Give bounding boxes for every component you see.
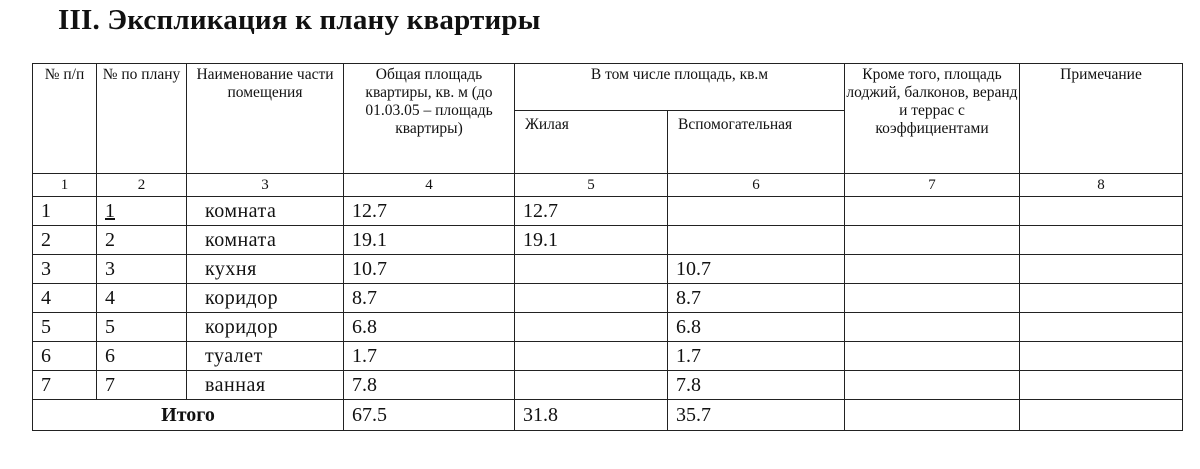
header-total-area: Общая площадь квартиры, кв. м (до 01.03.05 – площадь квартиры): [344, 64, 515, 174]
total-area: 1.7: [344, 342, 515, 371]
total-area: 19.1: [344, 226, 515, 255]
header-row-number: № п/п: [33, 64, 97, 174]
living-area: [515, 313, 668, 342]
column-number: 5: [515, 174, 668, 197]
note: [1020, 226, 1183, 255]
column-number: 4: [344, 174, 515, 197]
table-row: [33, 226, 1183, 255]
total-area: 12.7: [344, 197, 515, 226]
table-row: [33, 197, 1183, 226]
explication-table: [32, 63, 1183, 431]
column-number: 7: [845, 174, 1020, 197]
table-row: [33, 284, 1183, 313]
balcony-area: [845, 313, 1020, 342]
note: [1020, 284, 1183, 313]
auxiliary-area: 6.8: [668, 313, 845, 342]
column-number: 3: [187, 174, 344, 197]
header-note: Примечание: [1020, 64, 1183, 174]
plan-number: 5: [97, 313, 187, 342]
room-name: комната: [187, 226, 344, 255]
note: [1020, 197, 1183, 226]
plan-number: 7: [97, 371, 187, 400]
plan-number: 3: [97, 255, 187, 284]
note: [1020, 342, 1183, 371]
balcony-area-sum: [845, 400, 1020, 431]
living-area: [515, 371, 668, 400]
auxiliary-area: 8.7: [668, 284, 845, 313]
room-name: ванная: [187, 371, 344, 400]
total-area: 8.7: [344, 284, 515, 313]
document-title: III. Экспликация к плану квартиры: [58, 4, 541, 36]
living-area: [515, 284, 668, 313]
auxiliary-area: 10.7: [668, 255, 845, 284]
auxiliary-area: 1.7: [668, 342, 845, 371]
living-area: 19.1: [515, 226, 668, 255]
column-number-row: [33, 174, 1183, 197]
column-number: 6: [668, 174, 845, 197]
room-name: коридор: [187, 284, 344, 313]
room-name: кухня: [187, 255, 344, 284]
note: [1020, 313, 1183, 342]
note-total: [1020, 400, 1183, 431]
auxiliary-area: 7.8: [668, 371, 845, 400]
table-row: [33, 371, 1183, 400]
balcony-area: [845, 226, 1020, 255]
table-row: [33, 313, 1183, 342]
living-area-sum: 31.8: [515, 400, 668, 431]
column-number: 8: [1020, 174, 1183, 197]
header-plan-number: № по плану: [97, 64, 187, 174]
header-living-area: Жилая: [515, 111, 668, 174]
total-row: [33, 400, 1183, 431]
note: [1020, 371, 1183, 400]
total-area: 10.7: [344, 255, 515, 284]
table-row: [33, 255, 1183, 284]
balcony-area: [845, 342, 1020, 371]
plan-number: 2: [97, 226, 187, 255]
balcony-area: [845, 197, 1020, 226]
balcony-area: [845, 371, 1020, 400]
row-number: 2: [33, 226, 97, 255]
row-number: 6: [33, 342, 97, 371]
auxiliary-area: [668, 197, 845, 226]
plan-number: 6: [97, 342, 187, 371]
room-name: коридор: [187, 313, 344, 342]
header-balcony-area: Кроме того, площадь лоджий, балконов, веранд и террас с коэффициентами: [845, 64, 1020, 174]
column-number: 2: [97, 174, 187, 197]
header-area-breakdown: В том числе площадь, кв.м: [515, 64, 845, 111]
column-number: 1: [33, 174, 97, 197]
table-row: [33, 342, 1183, 371]
living-area: [515, 255, 668, 284]
row-number: 3: [33, 255, 97, 284]
balcony-area: [845, 255, 1020, 284]
header-room-name: Наименование части помещения: [187, 64, 344, 174]
header-auxiliary-area: Вспомогательная: [668, 111, 845, 174]
balcony-area: [845, 284, 1020, 313]
row-number: 4: [33, 284, 97, 313]
plan-number: 1: [97, 197, 187, 226]
note: [1020, 255, 1183, 284]
header-row-top: [33, 64, 1183, 111]
row-number: 5: [33, 313, 97, 342]
living-area: [515, 342, 668, 371]
plan-number: 4: [97, 284, 187, 313]
total-area: 6.8: [344, 313, 515, 342]
total-area-sum: 67.5: [344, 400, 515, 431]
total-area: 7.8: [344, 371, 515, 400]
room-name: туалет: [187, 342, 344, 371]
auxiliary-area: [668, 226, 845, 255]
row-number: 1: [33, 197, 97, 226]
row-number: 7: [33, 371, 97, 400]
auxiliary-area-sum: 35.7: [668, 400, 845, 431]
room-name: комната: [187, 197, 344, 226]
living-area: 12.7: [515, 197, 668, 226]
total-label: Итого: [33, 400, 344, 431]
